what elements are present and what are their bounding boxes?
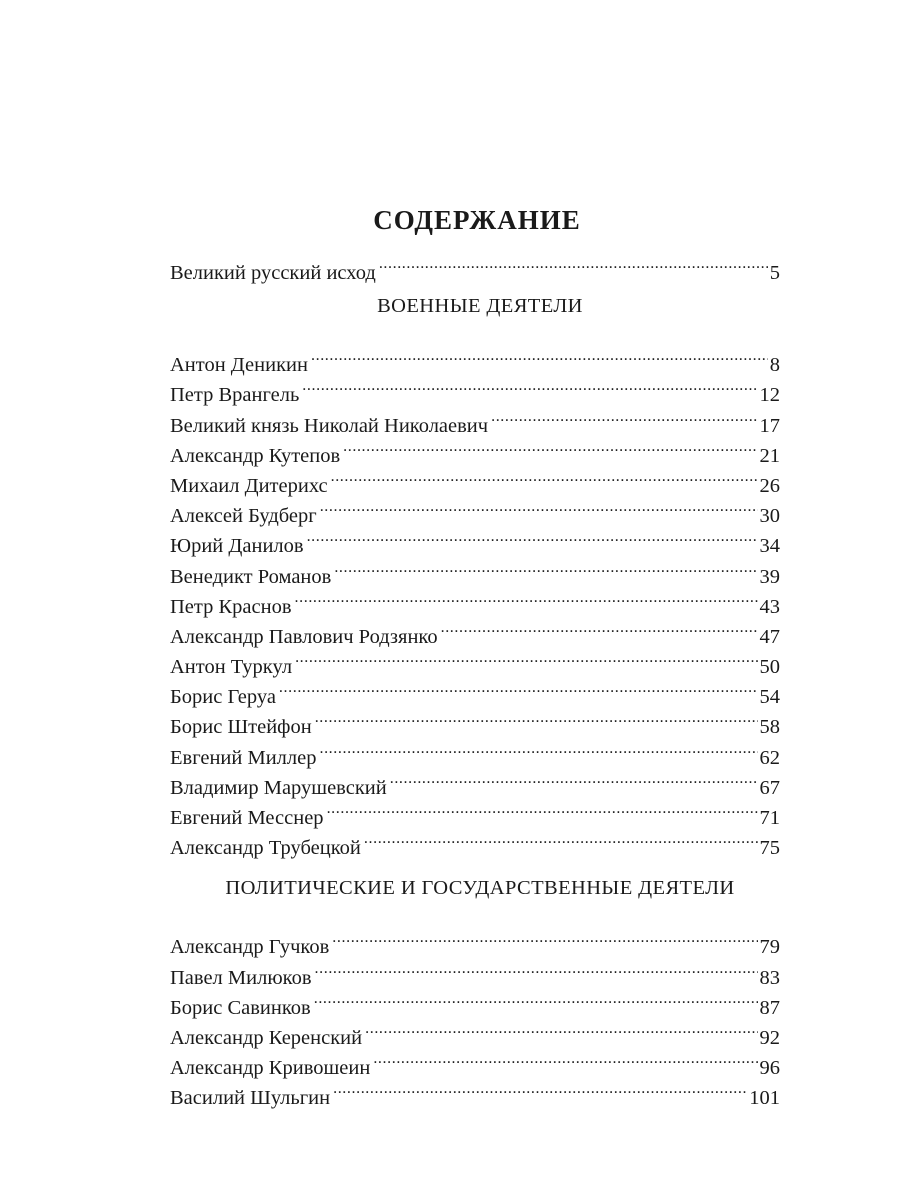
toc-entry-name: Антон Туркул (170, 656, 293, 679)
toc-entry-page: 26 (759, 474, 780, 497)
toc-entry-intro (170, 249, 780, 284)
toc-entry-name: Павел Милюков (170, 966, 312, 989)
toc-entry-name: Антон Деникин (170, 354, 308, 377)
dot-leader (295, 643, 757, 673)
toc-entry-name: Михаил Дитерихс (170, 474, 328, 497)
section-military-entries (170, 341, 780, 860)
toc-entry-name: Великий князь Николай Николаевич (170, 414, 489, 437)
toc-entry-name: Алексей Будберг (170, 505, 317, 528)
dot-leader (332, 923, 757, 953)
dot-leader (302, 371, 757, 401)
section-heading-military: ВОЕННЫЕ ДЕЯТЕЛИ (377, 295, 583, 318)
dot-leader (333, 1074, 747, 1104)
toc-entry-page: 21 (759, 444, 780, 467)
dot-leader (315, 703, 758, 733)
dot-leader (379, 249, 768, 279)
toc-entry-page: 43 (759, 595, 780, 618)
toc-entry-page: 83 (759, 966, 780, 989)
toc-entry-page: 87 (759, 996, 780, 1019)
dot-leader (320, 492, 758, 522)
toc-entry-page: 101 (749, 1087, 780, 1110)
toc-entry-name: Александр Трубецкой (170, 837, 361, 860)
dot-leader (343, 432, 757, 462)
toc-entry-page: 54 (759, 686, 780, 709)
toc-title: СОДЕРЖАНИЕ (373, 205, 581, 235)
table-of-contents (170, 203, 780, 1110)
toc-entry-page: 47 (759, 625, 780, 648)
toc-entry-name: Венедикт Романов (170, 565, 332, 588)
section-political-entries (170, 923, 780, 1110)
toc-entry-name: Петр Краснов (170, 595, 292, 618)
toc-entry-name: Борис Савинков (170, 996, 311, 1019)
dot-leader (390, 764, 758, 794)
toc-entry-page: 8 (769, 354, 780, 377)
dot-leader (364, 824, 758, 854)
toc-entry-page: 5 (769, 262, 780, 284)
dot-leader (307, 522, 758, 552)
toc-entry-page: 67 (759, 776, 780, 799)
toc-entry-page: 12 (759, 384, 780, 407)
dot-leader (295, 583, 758, 613)
toc-entry-page: 39 (759, 565, 780, 588)
toc-entry-name: Борис Штейфон (170, 716, 312, 739)
toc-entry-page: 92 (759, 1026, 780, 1049)
dot-leader (491, 402, 757, 432)
toc-entry-page: 34 (759, 535, 780, 558)
dot-leader (279, 673, 758, 703)
toc-entry-page: 75 (759, 837, 780, 860)
toc-entry-page: 58 (759, 716, 780, 739)
toc-entry-name: Александр Гучков (170, 936, 330, 959)
toc-entry-name: Великий русский исход (170, 262, 376, 284)
dot-leader (327, 794, 758, 824)
toc-entry-name: Владимир Марушевский (170, 776, 387, 799)
toc-entry (170, 923, 780, 959)
toc-entry-name: Александр Павлович Родзянко (170, 625, 438, 648)
toc-entry-page: 17 (759, 414, 780, 437)
dot-leader (334, 553, 757, 583)
dot-leader (331, 462, 758, 492)
dot-leader (314, 984, 758, 1014)
toc-entry-name: Александр Кутепов (170, 444, 341, 467)
toc-entry-name: Борис Геруа (170, 686, 276, 709)
toc-entry-page: 50 (759, 656, 780, 679)
toc-entry-name: Евгений Миллер (170, 746, 317, 769)
toc-entry-name: Евгений Месснер (170, 807, 324, 829)
toc-entry-page: 62 (759, 746, 780, 769)
section-heading-political: ПОЛИТИЧЕСКИЕ И ГОСУДАРСТВЕННЫЕ ДЕЯТЕЛИ (225, 877, 735, 900)
toc-entry (170, 341, 780, 377)
dot-leader (365, 1014, 757, 1044)
toc-entry-name: Александр Керенский (170, 1026, 363, 1049)
toc-entry-page: 71 (759, 807, 780, 829)
toc-entry-name: Александр Кривошеин (170, 1057, 371, 1080)
toc-entry-name: Петр Врангель (170, 384, 300, 407)
dot-leader (373, 1044, 757, 1074)
dot-leader (311, 341, 768, 371)
toc-entry-page: 30 (759, 505, 780, 528)
toc-entry-name: Юрий Данилов (170, 535, 304, 558)
toc-entry-page: 96 (759, 1057, 780, 1080)
toc-entry-name: Василий Шульгин (170, 1087, 331, 1110)
dot-leader (319, 734, 757, 764)
dot-leader (441, 613, 758, 643)
toc-entry-page: 79 (759, 936, 780, 959)
dot-leader (315, 954, 758, 984)
